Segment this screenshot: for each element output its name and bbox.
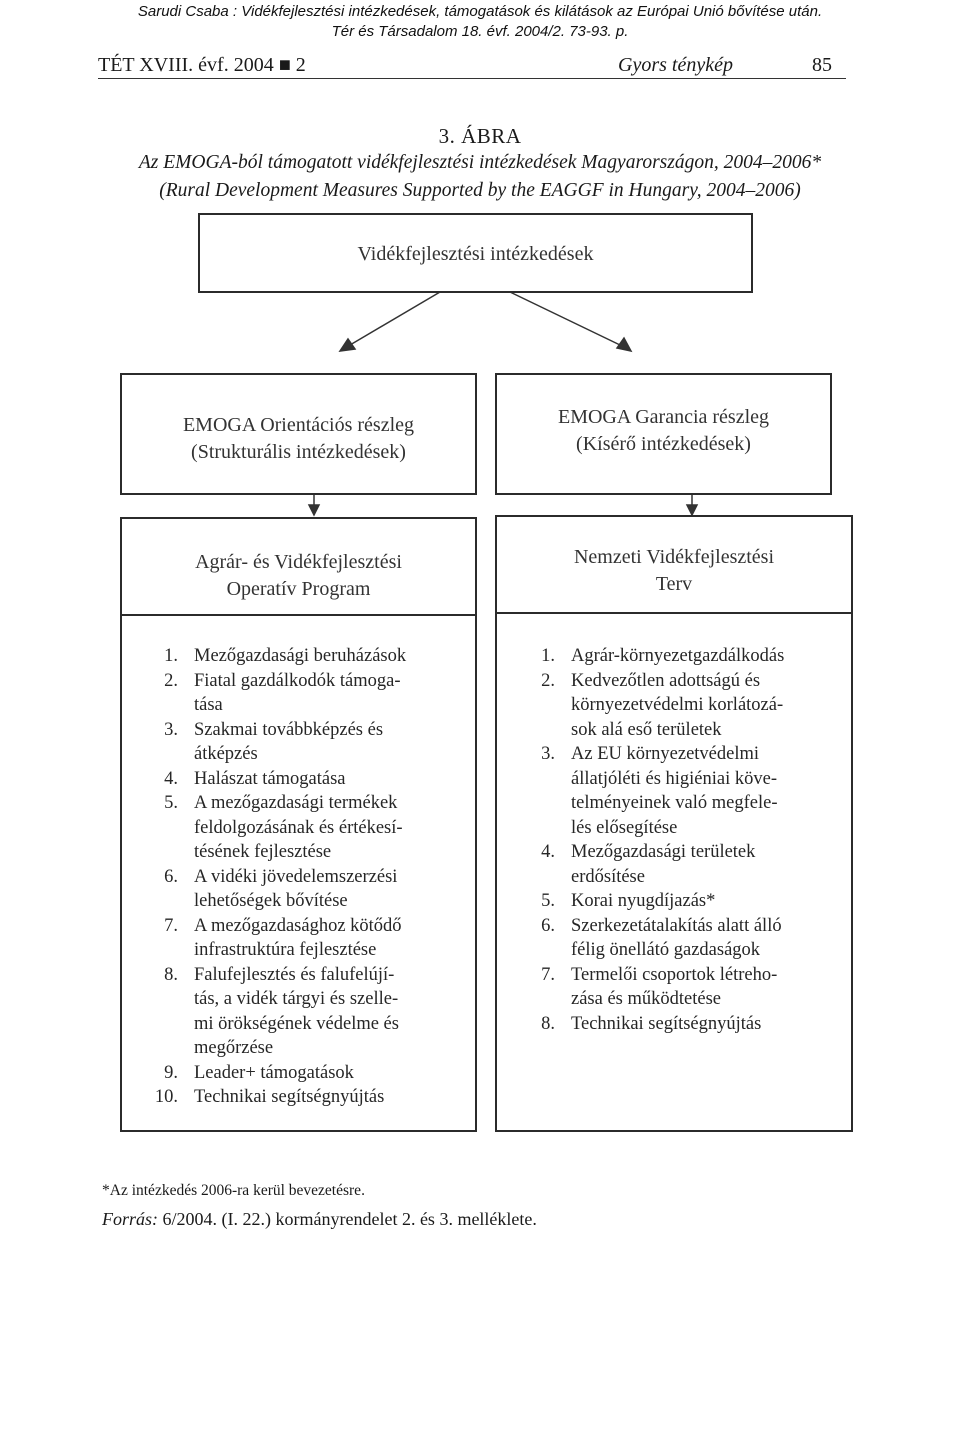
guarantee-section-title: EMOGA Garancia részleg [557,406,770,428]
measure-text-line: telményeinek való megfele- [571,793,778,813]
measure-text-line: Leader+ támogatások [194,1062,354,1083]
measure-text-line: sok alá eső területek [571,719,722,740]
measure-text-line: mi örökségének védelme és [194,1013,399,1034]
root-box [198,213,753,293]
measure-item [150,791,470,865]
measure-text-line: erdősítése [571,866,645,887]
measure-text-line: feldolgozásának és értékesí- [194,817,403,838]
measure-item [527,840,849,889]
measure-text-line: állatjóléti és higiéniai köve- [571,768,778,789]
measure-item [150,1085,470,1110]
page-number: 85 [812,54,832,76]
connector-left [350,292,440,345]
journal-issue: TÉT XVIII. évf. 2004 ■ 2 [98,54,306,76]
measure-item [527,889,849,914]
measure-text-line: Technikai segítségnyújtás [194,1087,385,1107]
measure-item [150,865,470,914]
measure-number: 7. [164,915,178,936]
operative-program-title-1: Agrár- és Vidékfejlesztési [195,551,402,573]
source-note [102,1209,537,1230]
national-plan-measures [527,644,849,1036]
operative-program-header [122,519,475,616]
orientation-section-subtitle: (Strukturális intézkedések) [191,441,406,463]
measure-text-line: Szakmai továbbképzés és [194,719,384,740]
measure-item [527,1012,849,1037]
arrowhead-left [340,339,355,351]
measure-text-line: Mezőgazdasági területek [571,842,756,862]
measure-text-line: lehetőségek bővítése [194,891,348,911]
figure-title-en: (Rural Development Measures Supported by the EAGGF in Hungary, 2004–2006) [159,180,801,201]
source-label: Forrás: [102,1209,159,1229]
measure-text-line: megőrzése [194,1038,274,1058]
measure-text-line: Mezőgazdasági beruházások [194,646,407,666]
citation-line-2: Tér és Társadalom 18. évf. 2004/2. 73-93. p. [331,23,629,40]
measure-text-line: Halászat támogatása [194,768,346,789]
measure-number: 3. [164,719,178,740]
measure-number: 7. [541,964,555,985]
national-plan-title-2: Terv [655,573,693,595]
measure-text-line: lés elősegítése [571,817,678,838]
measure-text-line: félig önellátó gazdaságok [571,940,761,960]
figure-title-hu: Az EMOGA-ból támogatott vidékfejlesztési intézkedések Magyarországon, 2004–2006* [138,152,822,173]
arrowhead-right-down [687,505,697,515]
guarantee-section-box [495,373,832,495]
source-text: 6/2004. (I. 22.) kormányrendelet 2. és 3. melléklete. [158,1209,537,1229]
measure-number: 10. [154,1087,178,1107]
measure-number: 5. [541,891,555,911]
measure-text-line: tás, a vidék tárgyi és szelle- [194,989,399,1009]
measure-number: 1. [164,646,178,666]
measure-number: 4. [541,842,555,862]
measure-text-line: A mezőgazdasági termékek [194,793,398,813]
measure-number: 5. [164,793,178,813]
measure-item [527,669,849,743]
measure-text-line: infrastruktúra fejlesztése [194,940,377,960]
orientation-section-box [120,373,477,495]
measure-item [150,669,470,718]
measure-number: 6. [164,866,178,887]
measure-text-line: A mezőgazdasághoz kötődő [194,915,402,936]
measure-number: 9. [164,1062,178,1083]
measure-number: 3. [541,744,555,764]
orientation-section-title: EMOGA Orientációs részleg [182,414,415,436]
citation-line-1: Sarudi Csaba : Vidékfejlesztési intézkedések, támogatások és kilátások az Európai Unió bővítése után. [137,3,823,20]
measure-text-line: Termelői csoportok létreho- [571,964,778,985]
measure-text-line: Az EU környezetvédelmi [571,744,760,764]
measure-text-line: A vidéki jövedelemszerzési [194,866,398,887]
connector-right [510,292,620,345]
root-label: Vidékfejlesztési intézkedések [357,243,594,265]
arrowhead-left-down [309,505,319,515]
national-plan-title-1: Nemzeti Vidékfejlesztési [573,546,775,568]
measure-number: 2. [164,670,178,691]
measure-item [527,963,849,1012]
measure-item [150,963,470,1061]
measure-number: 8. [541,1013,555,1034]
figure-number: 3. ÁBRA [438,124,522,148]
measure-number: 2. [541,670,555,691]
guarantee-section-subtitle: (Kísérő intézkedések) [576,433,751,455]
measure-text-line: Agrár-környezetgazdálkodás [571,646,785,666]
section-name: Gyors ténykép [618,54,733,76]
measure-number: 8. [164,964,178,985]
measure-item [150,914,470,963]
measure-number: 4. [164,768,178,789]
operative-program-title-2: Operatív Program [226,578,371,600]
measure-text-line: Kedvezőtlen adottságú és [571,670,761,691]
measure-item [527,914,849,963]
measure-text-line: Fiatal gazdálkodók támoga- [194,670,401,691]
measure-item [150,718,470,767]
measure-text-line: Falufejlesztés és falufelújí- [194,964,395,985]
measure-text-line: Szerkezetátalakítás alatt álló [571,915,782,936]
operative-program-measures [150,644,470,1110]
measure-item [150,644,470,669]
measure-text-line: Korai nyugdíjazás* [571,891,716,911]
measure-text-line: átképzés [194,744,258,764]
measure-text-line: tésének fejlesztése [194,842,332,862]
measure-item [527,644,849,669]
measure-text-line: tása [194,695,223,715]
measure-text-line: Technikai segítségnyújtás [571,1013,762,1034]
measure-text-line: zása és működtetése [571,989,721,1009]
measure-number: 6. [541,915,555,936]
measure-text-line: környezetvédelmi korlátozá- [571,695,784,715]
arrowhead-right [617,338,631,351]
measure-item [527,742,849,840]
national-plan-header [497,517,851,614]
measure-number: 1. [541,646,555,666]
measure-item [150,1061,470,1086]
measure-item [150,767,470,792]
footnote: *Az intézkedés 2006-ra kerül bevezetésre. [102,1182,365,1199]
